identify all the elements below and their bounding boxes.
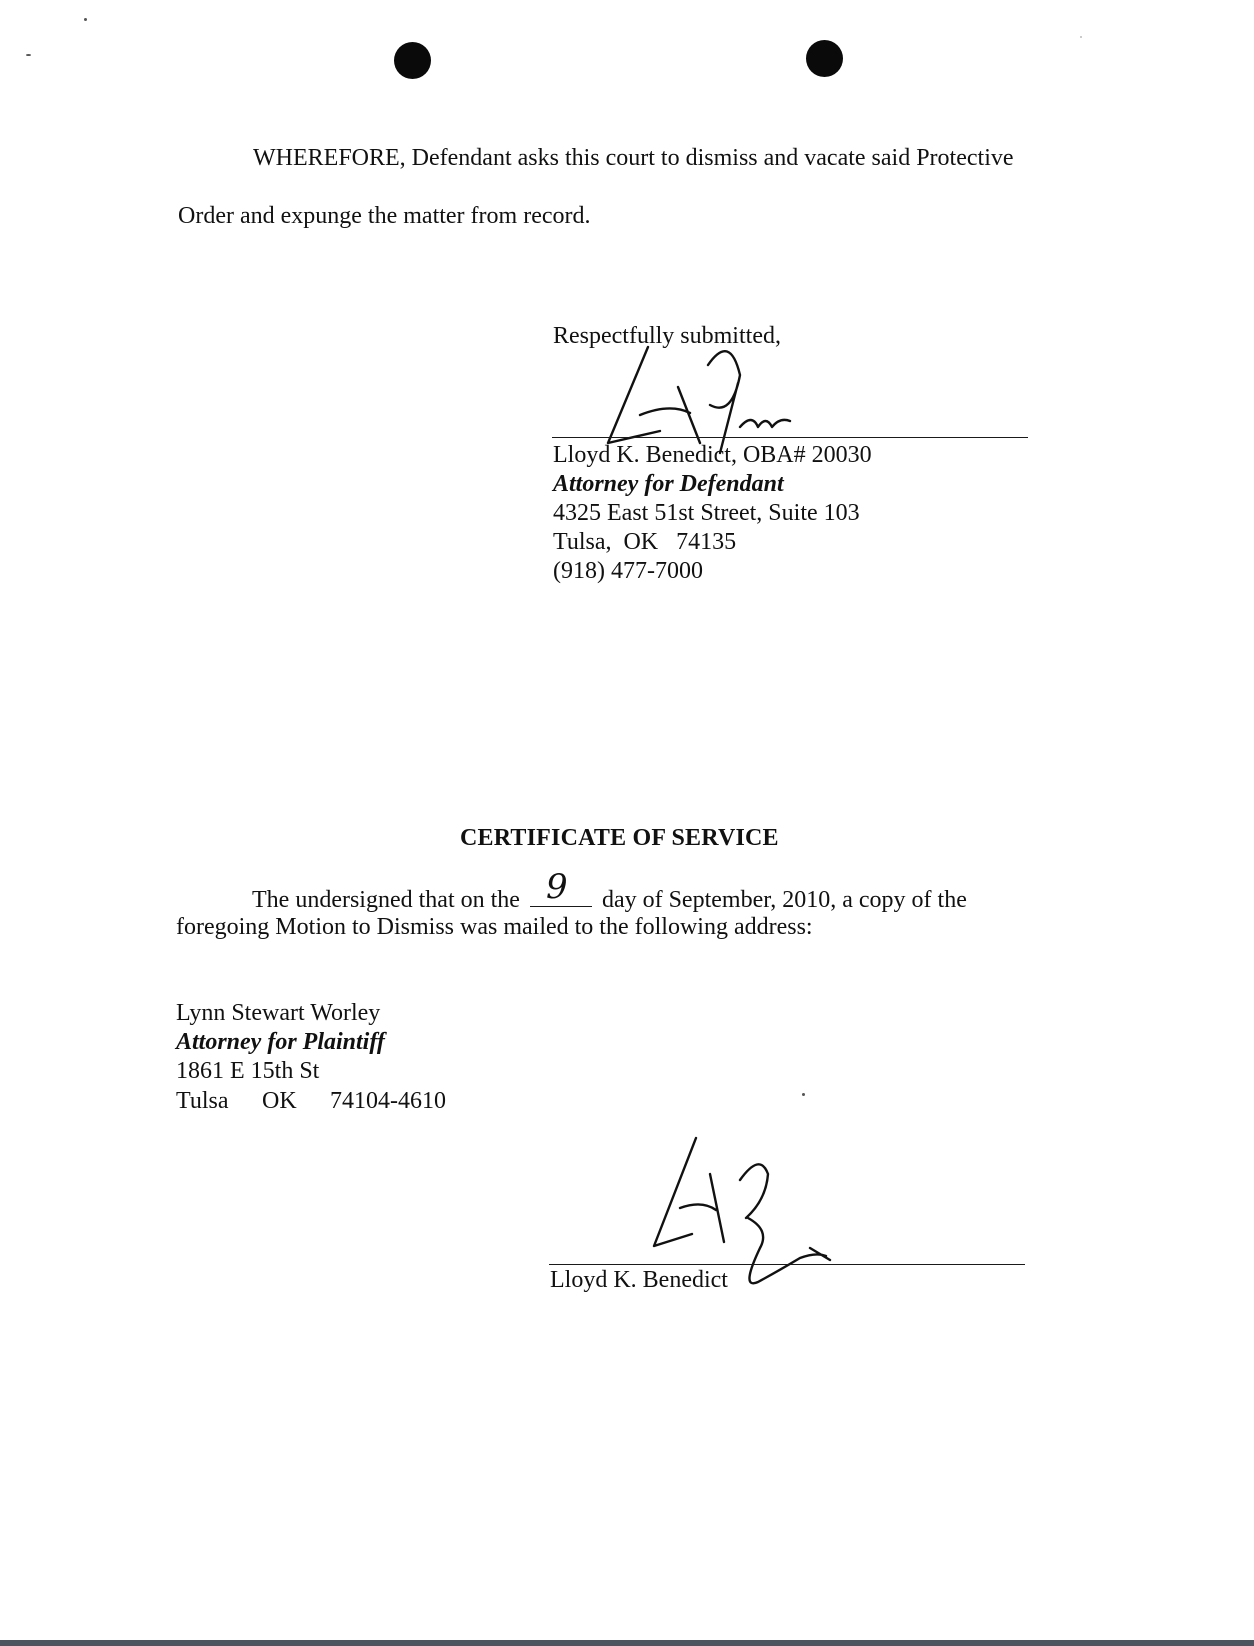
day-blank	[530, 867, 592, 907]
scan-speck	[84, 18, 87, 21]
punch-hole-right	[806, 40, 843, 77]
attorney-address-2: Tulsa, OK 74135	[553, 529, 737, 555]
recipient-city: Tulsa	[176, 1088, 229, 1114]
recipient-street: 1861 E 15th St	[176, 1058, 320, 1084]
punch-hole-left	[394, 42, 431, 79]
recipient-name: Lynn Stewart Worley	[176, 1000, 381, 1026]
handwritten-day: 9	[545, 867, 568, 907]
body-line-2: Order and expunge the matter from record.	[178, 203, 591, 229]
certificate-line-2: foregoing Motion to Dismiss was mailed to the following address:	[176, 914, 813, 940]
recipient-zip: 74104-4610	[330, 1088, 446, 1114]
certificate-line-1	[252, 867, 967, 914]
attorney-name-line: Lloyd K. Benedict, OBA# 20030	[553, 442, 872, 468]
recipient-role: Attorney for Plaintiff	[176, 1029, 385, 1055]
bottom-edge-bar	[0, 1640, 1254, 1646]
certificate-text-before-day: The undersigned that on the	[252, 887, 520, 913]
scan-speck	[26, 54, 31, 56]
scan-speck	[802, 1093, 805, 1096]
recipient-state: OK	[262, 1088, 297, 1114]
signature-line-2	[549, 1264, 1025, 1265]
body-line-1: WHEREFORE, Defendant asks this court to dismiss and vacate said Protective	[253, 145, 1014, 171]
attorney-phone: (918) 477-7000	[553, 558, 703, 584]
certificate-title: CERTIFICATE OF SERVICE	[460, 825, 779, 851]
attorney-address-1: 4325 East 51st Street, Suite 103	[553, 500, 860, 526]
final-signer-name: Lloyd K. Benedict	[550, 1267, 728, 1293]
scan-speck	[1080, 36, 1082, 38]
attorney-role: Attorney for Defendant	[553, 471, 784, 497]
certificate-text-after-day: day of September, 2010, a copy of the	[601, 887, 967, 913]
signature-line-1	[552, 437, 1028, 438]
closing-text: Respectfully submitted,	[553, 323, 781, 349]
